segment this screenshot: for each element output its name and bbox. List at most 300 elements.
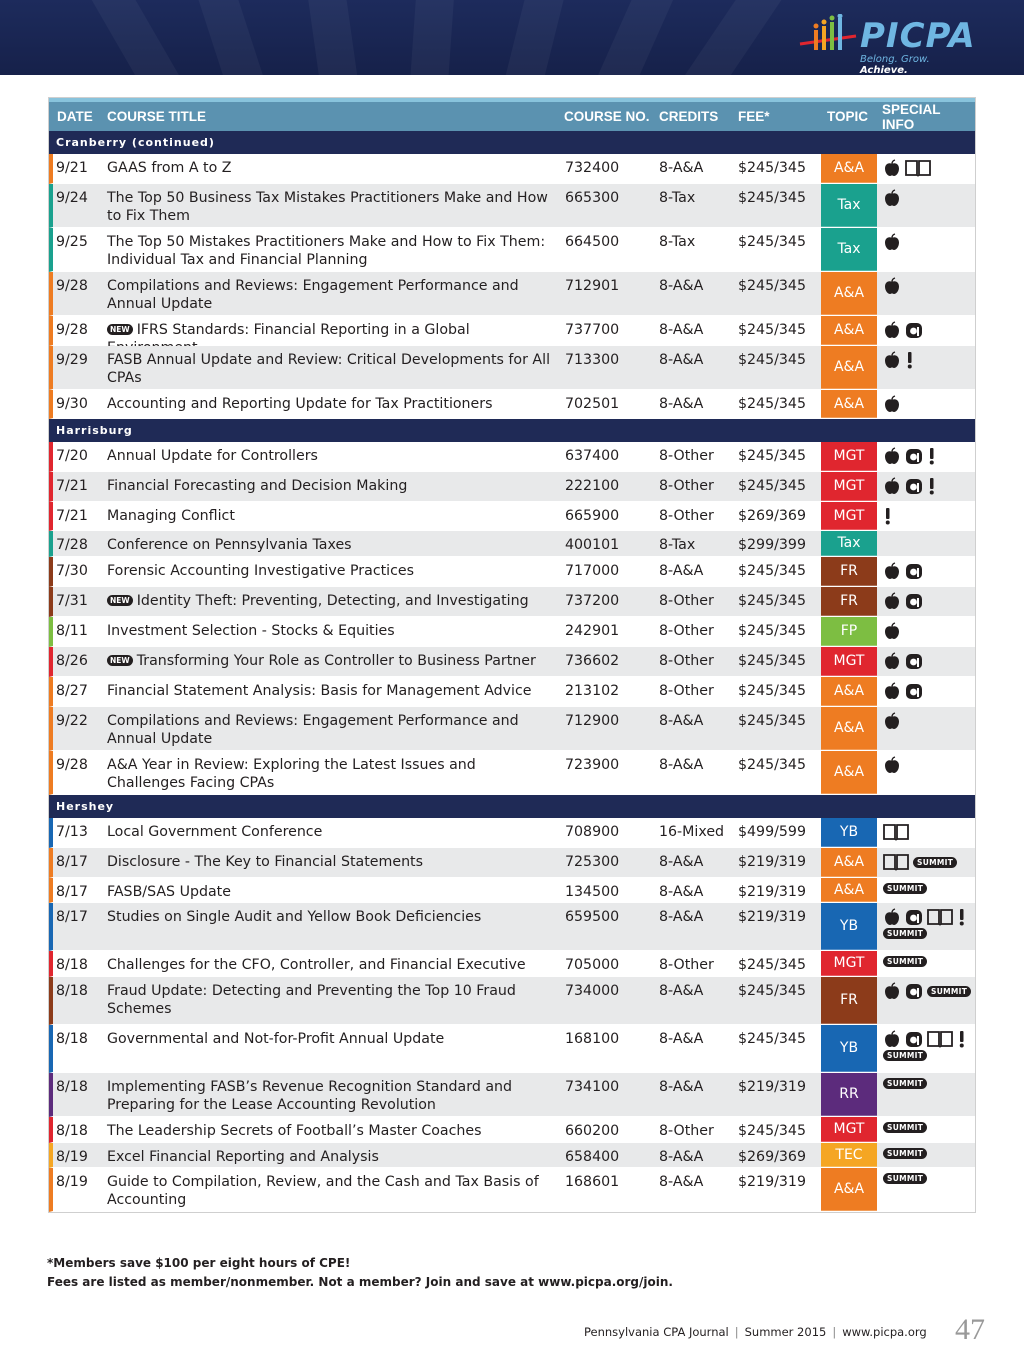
special-info: [883, 189, 975, 207]
course-number: 725300: [565, 854, 620, 870]
exclamation-icon: [927, 477, 937, 495]
exclamation-icon: [927, 447, 937, 465]
course-title: [107, 507, 557, 525]
table-row[interactable]: [49, 587, 975, 617]
table-row[interactable]: [49, 677, 975, 707]
topic-badge: A&A: [821, 848, 877, 877]
course-number: 734000: [565, 983, 620, 999]
page-number: 47: [955, 1313, 985, 1346]
course-title: [107, 1030, 557, 1048]
new-badge: NEW: [107, 595, 133, 606]
course-credits: 8-Other: [659, 593, 714, 609]
table-row[interactable]: [49, 228, 975, 272]
course-fee: $245/345: [738, 653, 806, 669]
course-fee: $245/345: [738, 322, 806, 338]
topic-badge: Tax: [821, 184, 877, 227]
course-fee: $499/599: [738, 824, 806, 840]
course-title-text: Financial Statement Analysis: Basis for Management Advice: [107, 683, 532, 699]
course-fee: $219/319: [738, 1174, 806, 1190]
table-row[interactable]: [49, 647, 975, 677]
apple-icon: [883, 682, 901, 700]
table-row[interactable]: [49, 878, 975, 903]
aicpa-icon: [905, 562, 923, 580]
topic-badge: TEC: [821, 1143, 877, 1167]
course-credits: 8-Other: [659, 1123, 714, 1139]
special-info: [883, 982, 975, 1000]
course-date: 7/13: [56, 824, 88, 840]
course-date: 8/18: [56, 1031, 88, 1047]
course-number: 168100: [565, 1031, 620, 1047]
course-date: 9/29: [56, 352, 88, 368]
course-fee: $245/345: [738, 448, 806, 464]
aicpa-icon: [905, 321, 923, 339]
table-row[interactable]: [49, 1168, 975, 1212]
course-fee: $245/345: [738, 593, 806, 609]
summit-badge: SUMMIT: [883, 1148, 927, 1159]
course-title-text: Governmental and Not-for-Profit Annual Update: [107, 1031, 445, 1047]
topic-badge: FR: [821, 587, 877, 616]
course-title-text: Compilations and Reviews: Engagement Performance and Annual Update: [107, 278, 519, 312]
book-icon: [927, 908, 953, 926]
table-row[interactable]: [49, 977, 975, 1025]
course-fee: $245/345: [738, 396, 806, 412]
course-number: 702501: [565, 396, 620, 412]
course-fee: $219/319: [738, 1079, 806, 1095]
new-badge: NEW: [107, 324, 133, 335]
course-number: 713300: [565, 352, 620, 368]
course-credits: 8-Other: [659, 508, 714, 524]
course-number: 659500: [565, 909, 620, 925]
table-body: [49, 131, 975, 1212]
course-fee: $269/369: [738, 508, 806, 524]
course-title-text: Guide to Compilation, Review, and the Cash and Tax Basis of Accounting: [107, 1174, 539, 1208]
course-fee: $219/319: [738, 884, 806, 900]
special-info: [883, 853, 975, 871]
course-date: 9/22: [56, 713, 88, 729]
table-row[interactable]: [49, 707, 975, 751]
apple-icon: [883, 712, 901, 730]
special-info: [883, 712, 975, 730]
course-date: 8/11: [56, 623, 88, 639]
picpa-logo[interactable]: [796, 14, 976, 75]
course-title-text: Annual Update for Controllers: [107, 448, 318, 464]
col-fee: FEE*: [738, 109, 770, 124]
topic-badge: YB: [821, 903, 877, 950]
course-title-text: Financial Forecasting and Decision Making: [107, 478, 408, 494]
logo-tagline: Belong. Grow. Achieve.: [860, 54, 930, 75]
course-date: 7/21: [56, 508, 88, 524]
course-number: 723900: [565, 757, 620, 773]
course-date: 8/27: [56, 683, 88, 699]
course-credits: 8-A&A: [659, 322, 704, 338]
topic-badge: MGT: [821, 502, 877, 530]
course-title-text: Accounting and Reporting Update for Tax Practitioners: [107, 396, 493, 412]
topic-badge: A&A: [821, 878, 877, 902]
topic-badge: FP: [821, 617, 877, 646]
topic-badge: MGT: [821, 442, 877, 471]
course-number: 734100: [565, 1079, 620, 1095]
special-info: [883, 908, 975, 939]
course-number: 213102: [565, 683, 620, 699]
special-info: [883, 395, 975, 413]
table-row[interactable]: [49, 818, 975, 848]
apple-icon: [883, 277, 901, 295]
course-title: [107, 277, 557, 313]
course-credits: 8-Other: [659, 683, 714, 699]
course-credits: 8-A&A: [659, 713, 704, 729]
course-title-text: Challenges for the CFO, Controller, and Financial Executive: [107, 957, 526, 973]
course-title: [107, 1173, 557, 1209]
course-title: [107, 189, 557, 225]
course-number: 168601: [565, 1174, 620, 1190]
topic-badge: A&A: [821, 707, 877, 750]
course-title: [107, 908, 557, 926]
course-number: 242901: [565, 623, 620, 639]
table-row[interactable]: [49, 617, 975, 647]
course-number: 134500: [565, 884, 620, 900]
course-title: [107, 982, 557, 1018]
topic-badge: RR: [821, 1073, 877, 1116]
exclamation-icon: [883, 507, 893, 525]
course-title-text: FASB Annual Update and Review: Critical Developments for All CPAs: [107, 352, 551, 386]
course-title: [107, 477, 557, 495]
special-info: [883, 823, 975, 841]
course-title-text: A&A Year in Review: Exploring the Latest Issues and Challenges Facing CPAs: [107, 757, 476, 791]
special-info: [883, 1078, 975, 1089]
course-date: 9/30: [56, 396, 88, 412]
course-credits: 8-A&A: [659, 160, 704, 176]
course-credits: 8-A&A: [659, 884, 704, 900]
course-credits: 8-A&A: [659, 983, 704, 999]
course-title: [107, 536, 557, 554]
summit-badge: SUMMIT: [883, 883, 927, 894]
course-credits: 8-Other: [659, 478, 714, 494]
course-title-text: The Top 50 Business Tax Mistakes Practitioners Make and How to Fix Them: [107, 190, 548, 224]
course-credits: 8-Tax: [659, 234, 696, 250]
table-row[interactable]: [49, 272, 975, 316]
logo-wordmark: PICPA: [860, 16, 976, 56]
apple-icon: [883, 189, 901, 207]
course-fee: $245/345: [738, 1123, 806, 1139]
course-credits: 8-A&A: [659, 1149, 704, 1165]
special-info: [883, 592, 975, 610]
topic-badge: A&A: [821, 390, 877, 418]
course-credits: 8-A&A: [659, 563, 704, 579]
table-row[interactable]: [49, 557, 975, 587]
footnote-line-1: *Members save $100 per eight hours of CPE!: [47, 1256, 351, 1270]
special-info: [883, 1148, 975, 1159]
course-date: 7/21: [56, 478, 88, 494]
course-number: 664500: [565, 234, 620, 250]
table-row[interactable]: [49, 1117, 975, 1143]
course-title-text: The Leadership Secrets of Football’s Master Coaches: [107, 1123, 482, 1139]
aicpa-icon: [905, 682, 923, 700]
apple-icon: [883, 321, 901, 339]
apple-icon: [883, 233, 901, 251]
exclamation-icon: [957, 1030, 967, 1048]
course-date: 7/20: [56, 448, 88, 464]
topic-badge: MGT: [821, 951, 877, 976]
course-title: [107, 447, 557, 465]
topic-badge: FR: [821, 557, 877, 586]
apple-icon: [883, 477, 901, 495]
section-heading: Harrisburg: [49, 419, 975, 442]
course-table: [48, 97, 976, 1213]
course-date: 8/17: [56, 884, 88, 900]
topic-badge: A&A: [821, 751, 877, 794]
col-course-no: COURSE NO.: [564, 109, 650, 124]
course-title: [107, 652, 557, 670]
course-title-text: Fraud Update: Detecting and Preventing the Top 10 Fraud Schemes: [107, 983, 516, 1017]
special-info: [883, 477, 975, 495]
course-credits: 8-Other: [659, 623, 714, 639]
course-title: [107, 682, 557, 700]
course-number: 732400: [565, 160, 620, 176]
course-date: 7/28: [56, 537, 88, 553]
exclamation-icon: [905, 351, 915, 369]
footer-publication: Pennsylvania CPA Journal: [584, 1325, 729, 1339]
apple-icon: [883, 756, 901, 774]
course-fee: $269/369: [738, 1149, 806, 1165]
aicpa-icon: [905, 477, 923, 495]
course-credits: 8-Other: [659, 957, 714, 973]
course-fee: $245/345: [738, 983, 806, 999]
special-info: [883, 447, 975, 465]
apple-icon: [883, 1030, 901, 1048]
course-date: 8/18: [56, 957, 88, 973]
course-title-text: FASB/SAS Update: [107, 884, 231, 900]
special-info: [883, 1173, 975, 1184]
aicpa-icon: [905, 652, 923, 670]
course-fee: $245/345: [738, 1031, 806, 1047]
course-title-text: Forensic Accounting Investigative Practices: [107, 563, 415, 579]
course-fee: $219/319: [738, 909, 806, 925]
section-heading: Hershey: [49, 795, 975, 818]
apple-icon: [883, 562, 901, 580]
exclamation-icon: [957, 908, 967, 926]
topic-badge: Tax: [821, 531, 877, 556]
table-row[interactable]: [49, 316, 975, 346]
page-footer: Pennsylvania CPA Journal | Summer 2015 | www.picpa.org: [584, 1325, 927, 1339]
course-title: [107, 853, 557, 871]
topic-badge: A&A: [821, 677, 877, 706]
course-date: 8/18: [56, 983, 88, 999]
apple-icon: [883, 982, 901, 1000]
topic-badge: A&A: [821, 346, 877, 389]
summit-badge: SUMMIT: [927, 986, 971, 997]
apple-icon: [883, 447, 901, 465]
course-title: [107, 622, 557, 640]
course-date: 9/24: [56, 190, 88, 206]
course-number: 736602: [565, 653, 620, 669]
col-topic: TOPIC: [827, 109, 869, 124]
table-row[interactable]: [49, 1025, 975, 1073]
table-row[interactable]: [49, 751, 975, 795]
logo-figures-icon: [796, 14, 860, 60]
course-title-text: Local Government Conference: [107, 824, 323, 840]
course-credits: 8-A&A: [659, 757, 704, 773]
course-title: [107, 1122, 557, 1140]
apple-icon: [883, 622, 901, 640]
course-number: 712901: [565, 278, 620, 294]
special-info: [883, 277, 975, 295]
apple-icon: [883, 592, 901, 610]
table-row[interactable]: [49, 154, 975, 184]
table-row[interactable]: [49, 502, 975, 531]
course-title-text: The Top 50 Mistakes Practitioners Make and How to Fix Them: Individual Tax and Financial Planning: [107, 234, 546, 268]
course-credits: 8-A&A: [659, 352, 704, 368]
course-fee: $299/399: [738, 537, 806, 553]
course-number: 712900: [565, 713, 620, 729]
course-fee: $245/345: [738, 957, 806, 973]
course-credits: 8-A&A: [659, 1031, 704, 1047]
course-title-text: Compilations and Reviews: Engagement Performance and Annual Update: [107, 713, 519, 747]
course-title: [107, 351, 557, 387]
table-row[interactable]: [49, 390, 975, 419]
course-title: [107, 159, 557, 177]
course-title: [107, 592, 557, 610]
course-number: 400101: [565, 537, 620, 553]
special-info: [883, 622, 975, 640]
course-date: 8/26: [56, 653, 88, 669]
topic-badge: FR: [821, 977, 877, 1024]
apple-icon: [883, 159, 901, 177]
course-credits: 8-Tax: [659, 190, 696, 206]
course-date: 7/30: [56, 563, 88, 579]
course-number: 660200: [565, 1123, 620, 1139]
table-row[interactable]: [49, 848, 975, 878]
special-info: [883, 1030, 975, 1061]
table-row[interactable]: [49, 472, 975, 502]
course-fee: $245/345: [738, 563, 806, 579]
table-row[interactable]: [49, 442, 975, 472]
apple-icon: [883, 908, 901, 926]
course-credits: 8-A&A: [659, 909, 704, 925]
course-fee: $245/345: [738, 352, 806, 368]
apple-icon: [883, 652, 901, 670]
course-number: 708900: [565, 824, 620, 840]
col-special-info: SPECIAL INFO: [882, 101, 941, 132]
course-number: 737700: [565, 322, 620, 338]
book-icon: [905, 159, 931, 177]
course-fee: $245/345: [738, 278, 806, 294]
course-number: 658400: [565, 1149, 620, 1165]
course-date: 8/18: [56, 1123, 88, 1139]
topic-badge: A&A: [821, 154, 877, 183]
summit-badge: SUMMIT: [883, 1050, 927, 1061]
special-info: [883, 507, 975, 525]
header-banner: [0, 0, 1024, 75]
course-date: 8/17: [56, 909, 88, 925]
table-row[interactable]: [49, 346, 975, 390]
course-number: 717000: [565, 563, 620, 579]
topic-badge: YB: [821, 1025, 877, 1072]
special-info: [883, 682, 975, 700]
course-title-text: GAAS from A to Z: [107, 160, 232, 176]
table-row[interactable]: [49, 531, 975, 557]
course-fee: $245/345: [738, 683, 806, 699]
course-title: [107, 756, 557, 792]
course-date: 8/17: [56, 854, 88, 870]
new-badge: NEW: [107, 655, 133, 666]
footer-issue: Summer 2015: [744, 1325, 827, 1339]
summit-badge: SUMMIT: [883, 1173, 927, 1184]
course-number: 222100: [565, 478, 620, 494]
course-credits: 16-Mixed: [659, 824, 725, 840]
topic-badge: Tax: [821, 228, 877, 271]
course-title: [107, 712, 557, 748]
aicpa-icon: [905, 908, 923, 926]
course-title: [107, 395, 557, 413]
course-number: 637400: [565, 448, 620, 464]
aicpa-icon: [905, 592, 923, 610]
summit-badge: SUMMIT: [883, 956, 927, 967]
course-fee: $245/345: [738, 160, 806, 176]
course-title: [107, 823, 557, 841]
course-date: 8/19: [56, 1149, 88, 1165]
course-title-text: Managing Conflict: [107, 508, 235, 524]
course-title-text: IFRS Standards: Financial Reporting in a Global: [136, 322, 470, 338]
footer-site-link[interactable]: www.picpa.org: [842, 1325, 927, 1339]
aicpa-icon: [905, 1030, 923, 1048]
course-credits: 8-A&A: [659, 396, 704, 412]
course-title: [107, 1148, 557, 1166]
course-title-text: Identity Theft: Preventing, Detecting, and Investigating: [136, 593, 529, 609]
special-info: [883, 756, 975, 774]
aicpa-icon: [905, 982, 923, 1000]
table-row[interactable]: [49, 1143, 975, 1168]
table-row[interactable]: [49, 184, 975, 228]
course-date: 9/28: [56, 757, 88, 773]
course-title: [107, 562, 557, 580]
course-fee: $245/345: [738, 478, 806, 494]
course-title-text: Transforming Your Role as Controller to Business Partner: [136, 653, 536, 669]
course-date: 9/28: [56, 322, 88, 338]
topic-badge: MGT: [821, 472, 877, 501]
table-row[interactable]: [49, 903, 975, 951]
course-number: 737200: [565, 593, 620, 609]
special-info: [883, 233, 975, 251]
topic-badge: YB: [821, 818, 877, 847]
course-date: 9/25: [56, 234, 88, 250]
table-header: [49, 98, 975, 131]
special-info: [883, 1122, 975, 1133]
topic-badge: MGT: [821, 1117, 877, 1142]
course-credits: 8-Tax: [659, 537, 696, 553]
book-icon: [883, 823, 909, 841]
col-credits: CREDITS: [659, 109, 719, 124]
course-credits: 8-A&A: [659, 1174, 704, 1190]
section-heading: Cranberry (continued): [49, 131, 975, 154]
topic-badge: A&A: [821, 272, 877, 315]
table-row[interactable]: [49, 1073, 975, 1117]
topic-badge: A&A: [821, 316, 877, 345]
course-date: 9/21: [56, 160, 88, 176]
apple-icon: [883, 395, 901, 413]
special-info: [883, 562, 975, 580]
course-title: [107, 956, 557, 974]
table-row[interactable]: [49, 951, 975, 977]
special-info: [883, 883, 975, 894]
course-credits: 8-A&A: [659, 278, 704, 294]
course-title-text: Investment Selection - Stocks & Equities: [107, 623, 395, 639]
summit-badge: SUMMIT: [883, 1078, 927, 1089]
course-title-text: Excel Financial Reporting and Analysis: [107, 1149, 379, 1165]
course-date: 9/28: [56, 278, 88, 294]
course-date: 8/18: [56, 1079, 88, 1095]
course-fee: $245/345: [738, 713, 806, 729]
course-title-text: Implementing FASB’s Revenue Recognition Standard and Preparing for the Lease Accounting Revolution: [107, 1079, 513, 1113]
